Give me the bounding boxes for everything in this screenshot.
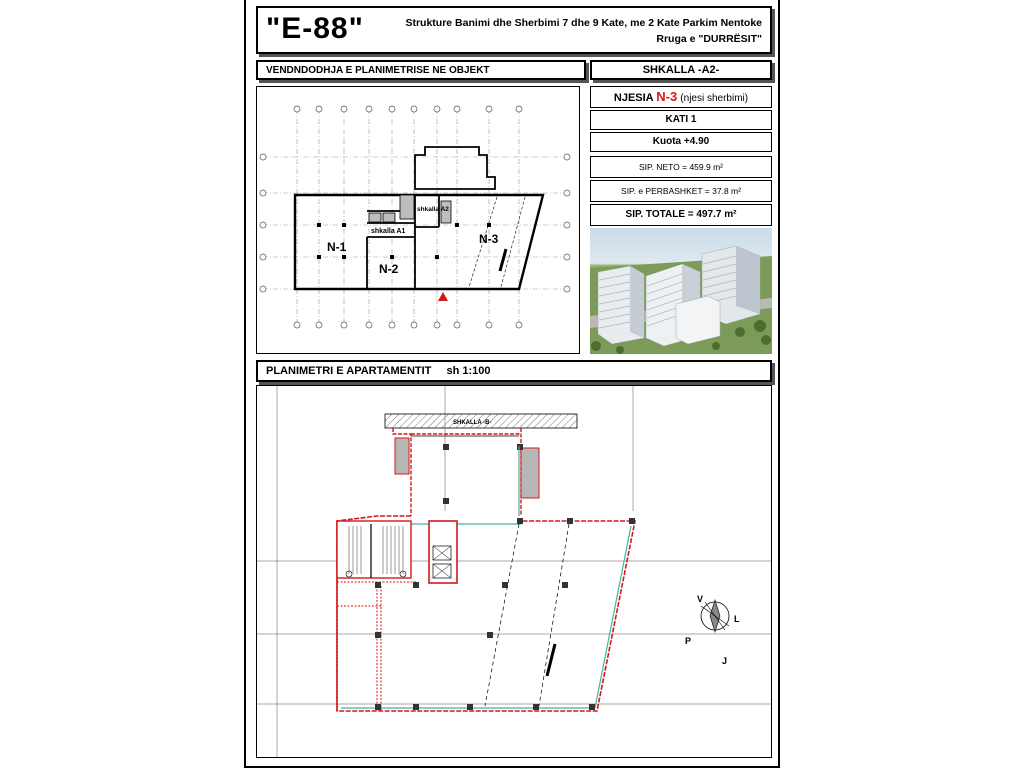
location-header [256, 60, 586, 80]
floor-label: KATI 1 [590, 110, 772, 130]
building-render-image [590, 228, 772, 354]
compass-west: P [685, 636, 692, 646]
unit-label: NJESIA [613, 92, 654, 104]
location-header-label: VENDNDODHJA E PLANIMETRISE NE OBJEKT [266, 65, 490, 76]
project-description [405, 15, 762, 47]
title-block [256, 6, 772, 54]
unit-code: N-3 [656, 89, 678, 104]
net-area: SIP. NETO = 459.9 m² [590, 156, 772, 178]
common-area: SIP. e PERBASHKET = 37.8 m² [590, 180, 772, 202]
unit-info [590, 86, 772, 108]
floor-plan-drawing [257, 386, 771, 757]
plan-title: PLANIMETRI E APARTAMENTIT [266, 365, 432, 377]
neighbor-stair-label: SHKALLA -B- [453, 420, 492, 426]
unit-type: (njesi sherbimi) [680, 93, 749, 104]
key-plan-drawing [257, 87, 579, 353]
key-stair-a1: shkalla A1 [371, 228, 406, 235]
project-line-1: Strukture Banimi dhe Sherbimi 7 dhe 9 Kate, me 2 Kate Parkim Nentoke [405, 17, 762, 29]
plan-scale: sh 1:100 [446, 365, 491, 377]
key-plan [256, 86, 580, 354]
location-marker-icon [438, 292, 448, 301]
north-compass-icon [701, 600, 729, 632]
key-stair-a2: shkalla A2 [417, 206, 449, 213]
drawing-sheet [244, 0, 780, 768]
compass-east: L [734, 614, 740, 624]
key-unit-n2: N-2 [379, 262, 399, 276]
stair-label: SHKALLA -A2- [590, 60, 772, 80]
key-unit-n1: N-1 [327, 240, 347, 254]
floor-plan [256, 385, 772, 758]
plan-header [256, 360, 772, 382]
key-unit-n3: N-3 [479, 232, 499, 246]
project-line-2: Rruga e "DURRËSIT" [656, 33, 762, 45]
compass-north: V [697, 594, 704, 604]
elevation-label: Kuota +4.90 [590, 132, 772, 152]
project-code: "E-88" [266, 12, 364, 45]
total-area: SIP. TOTALE = 497.7 m² [590, 204, 772, 226]
compass-south: J [722, 656, 728, 666]
